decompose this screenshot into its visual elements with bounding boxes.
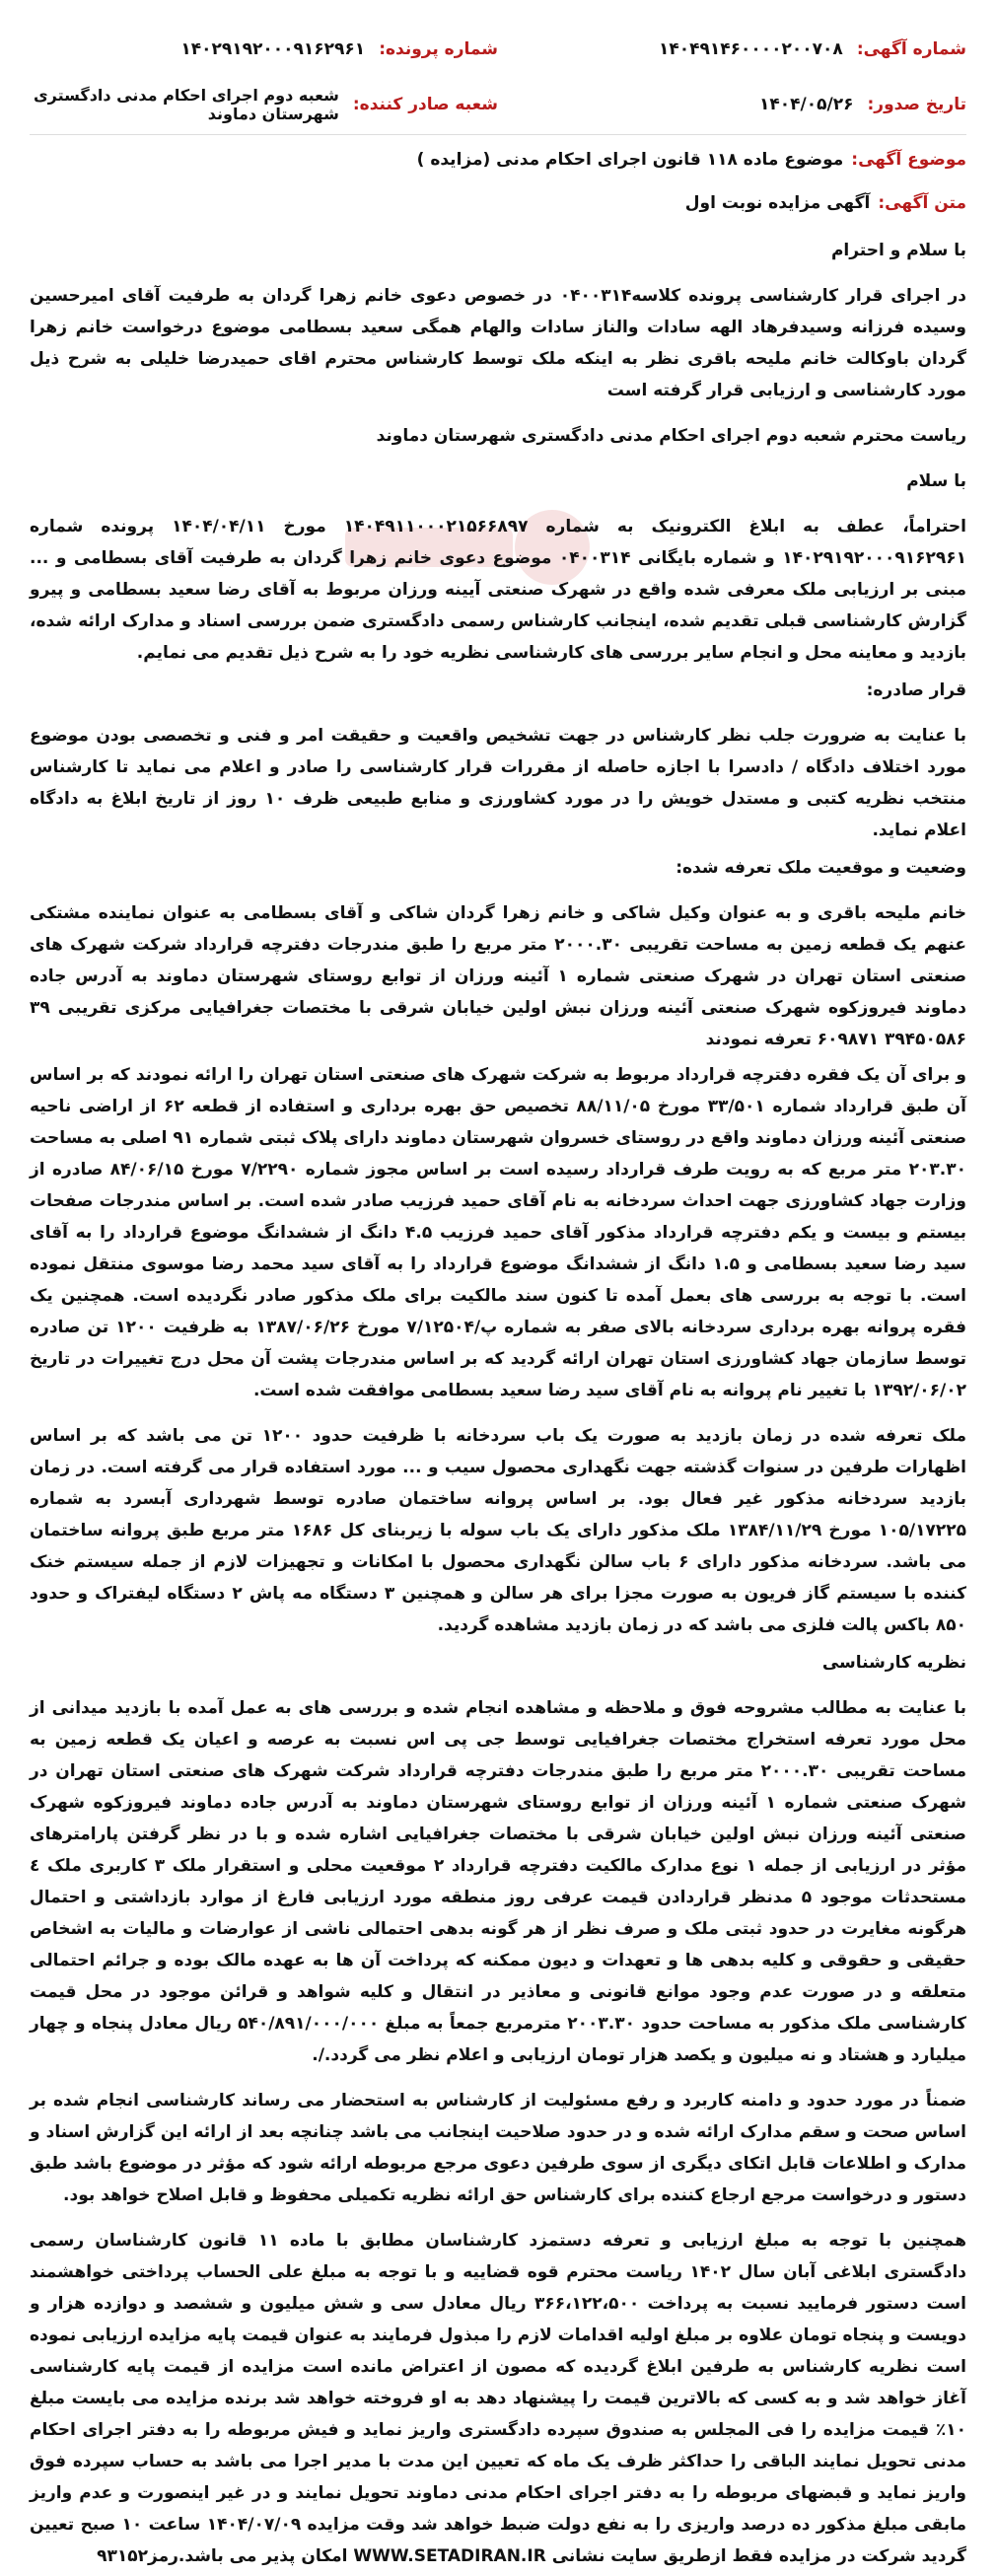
spacer: [30, 501, 966, 511]
ad-number-label: شماره آگهی:: [856, 39, 966, 59]
header-divider: [30, 134, 966, 135]
case-number-label: شماره پرونده:: [379, 39, 498, 59]
spacer: [30, 710, 966, 720]
property-paragraph-1: خانم ملیحه باقری و به عنوان وکیل شاکی و خانم زهرا گردان شاکی و آقای بسطامی به عنوان نماینده مشتکی عنهم یک قطعه زمین به مساحت تقریبی ۲۰۰۰.۳۰ متر مربع را طبق مندرجات دفترچه قرارداد شرکت شهرک های صنعتی استان تهران در شهرک صنعتی شماره ۱ آئینه ورزان از توابع روستای شهرستان دماوند به آدرس جاده دماوند فیروزکوه شهرک صنعتی آئینه ورزان نبش اولین خیابان شرقی با مختصات جغرافیایی مرکزی تقریبی ۳۹ ۳۹۴۵۰۵۸۶ ۶۰۹۸۷۱ تعرفه نمودند: [30, 903, 966, 1049]
spacer: [30, 456, 966, 465]
order-heading: قرار صادره:: [866, 680, 966, 700]
intro-paragraph: در اجرای قرار کارشناسی پرونده کلاسه۰۴۰۰۳۱۴ در خصوص دعوی خانم زهرا گردان به طرفیت آقای امیرحسین وسیده فرزانه وسیدفرهاد الهه سادات والناز سادات والهام همگی سعید بسطامی موضوع درخواست خانم زهرا گردان باوکالت خانم ملیحه باقری نظر به اینکه ملک توسط کارشناس محترم اقای حمیدرضا خلیلی به شرح ذیل مورد کارشناسی و ارزیابی قرار گرفته است: [30, 286, 966, 400]
notice-body: [30, 235, 966, 2576]
issuer: [30, 86, 498, 123]
property-paragraph-3: ملک تعرفه شده در زمان بازدید به صورت یک باب سردخانه با ظرفیت حدود ۱۲۰۰ تن می باشد که بر اساس اظهارات طرفین در سنوات گذشته جهت نگهداری محصول سیب و ... مورد استفاده قرار می گرفته است. در زمان بازدید سردخانه مذکور غیر فعال بود. بر اساس پروانه ساختمان صادره توسط شهرداری آبسرد به شماره ۱۰۵/۱۷۲۲۵ مورخ ۱۳۸۴/۱۱/۲۹ ملک مذکور دارای یک باب سوله با زیربنای کل ۱۶۸۶ متر مربع طبق پروانه ساختمان می باشد. سردخانه مذکور دارای ۶ باب سالن نگهداری محصول با امکانات و تجهیزات لازم از جمله سیستم خنک کننده با سیستم گاز فریون به صورت مجزا برای هر سالن و همچنین ۳ دستگاه مه پاش ۲ دستگاه لیفتراک و حدود ۸۵۰ باکس پالت فلزی می باشد که در زمان بازدید مشاهده گردید.: [30, 1426, 967, 1635]
subject-label: موضوع آگهی:: [851, 150, 966, 170]
notice-header: [30, 22, 966, 132]
spacer: [30, 270, 966, 280]
ad-text-value: آگهی مزایده نوبت اول: [684, 193, 871, 213]
addressee: ریاست محترم شعبه دوم اجرای احکام مدنی دادگستری شهرستان دماوند: [376, 426, 966, 446]
spacer: [30, 1682, 966, 1692]
issue-date-value: ۱۴۰۴/۰۵/۲۶: [759, 95, 854, 114]
property-heading: وضعیت و موقعیت ملک تعرفه شده:: [676, 858, 966, 878]
expert-opinion-heading: نظریه کارشناسی: [821, 1653, 966, 1673]
property-paragraph-2: و برای آن یک فقره دفترچه قرارداد مربوط به شرکت شهرک های صنعتی استان تهران را ارائه نمودند که بر اساس آن طبق قرارداد شماره ۳۳/۵۰۱ مورخ ۸۸/۱۱/۰۵ تخصیص حق بهره برداری و استفاده از قطعه ۶۲ از اراضی ناحیه صنعتی آئینه ورزان دماوند واقع در روستای خسروان شهرستان دماوند دارای پلاک ثبتی شماره ۹۱ اصلی به مساحت ۲۰۳.۳۰ متر مربع که به رویت طرف قرارداد رسیده است بر اساس مجوز شماره ۷/۲۲۹۰ مورخ ۸۴/۰۶/۱۵ صادره از وزارت جهاد کشاورزی جهت احداث سردخانه به نام آقای حمید فرزیب صادر شده است. بر اساس مندرجات صفحات بیستم و بیست و یکم دفترچه قرارداد مذکور آقای حمید فرزیب ۴.۵ دانگ از ششدانگ موضوع قرارداد را به آقای سید رضا سعید بسطامی و ۱.۵ دانگ از ششدانگ موضوع قرارداد را به آقای سید محمد رضا موسوی منتقل نموده است. با توجه به بررسی های بعمل آمده تا کنون سند مالکیت برای ملک مذکور صادر نگردیده است. همچنین یک فقره پروانه بهره برداری سردخانه بالای صفر به شماره پ/۷/۱۲۵۰۴ مورخ ۱۳۸۷/۰۶/۲۶ به ظرفیت ۱۲۰۰ تن صادره توسط سازمان جهاد کشاورزی استان تهران ارائه گردید که بر اساس مندرجات پشت آن محل درج تغییرات در تاریخ ۱۳۹۲/۰۶/۰۲ با تغییر نام پروانه به نام آقای سید رضا سعید بسطامی موافقت شده است.: [30, 1065, 966, 1400]
spacer: [30, 2075, 966, 2085]
reference-paragraph: احتراماً، عطف به ابلاغ الکترونیک به شماره ۱۴۰۴۹۱۱۰۰۰۲۱۵۶۶۸۹۷ مورخ ۱۴۰۴/۰۴/۱۱ پرونده شماره ۱۴۰۲۹۱۹۲۰۰۰۹۱۶۲۹۶۱ و شماره بایگانی ۰۴۰۰۳۱۴ موضوع دعوی خانم زهرا گردان به طرفیت آقای بسطامی و ... مبنی بر ارزیابی ملک معرفی شده واقع در شهرک صنعتی آیینه ورزان مربوط به آقای رضا سعید بسطامی و پیرو گزارش کارشناسی قبلی تقدیم شده، اینجانب کارشناس رسمی دادگستری ضمن بررسی اسناد و مدارک ارائه شده، بازدید و معاینه محل و انجام سایر بررسی های کارشناسی نظریه خود را به شرح ذیل تقدیم می نمایم.: [30, 517, 967, 663]
spacer: [30, 888, 966, 897]
spacer: [30, 1410, 966, 1420]
salutation: با سلام: [906, 471, 966, 491]
header-row-2: [30, 77, 966, 132]
subject-text: موضوع ماده ۱۱۸ قانون اجرای احکام مدنی (مزایده ): [416, 150, 844, 170]
header-row-1: [30, 22, 966, 77]
ad-text-label: متن آگهی:: [878, 193, 966, 213]
issue-date-label: تاریخ صدور:: [867, 95, 966, 114]
issuer-value: شعبه دوم اجرای احکام مدنی دادگستری شهرستان دماوند: [33, 86, 339, 123]
ad-number-value: ۱۴۰۴۹۱۴۶۰۰۰۰۲۰۰۷۰۸: [659, 39, 843, 59]
case-number: [30, 39, 498, 59]
auction-terms-paragraph: همچنین با توجه به مبلغ ارزیابی و تعرفه دستمزد کارشناسان مطابق با ماده ۱۱ قانون کارشناسان رسمی دادگستری ابلاغی آبان سال ۱۴۰۲ ریاست محترم قوه قضاییه و با توجه به مبلغ علی الحساب پرداختی خواهشمند است دستور فرمایید نسبت به پرداخت ۳۶۶،۱۲۲،۵۰۰ ریال معادل سی و شش میلیون و ششصد و دوازده هزار و دویست و پنجاه تومان علاوه بر مبلغ اولیه اقدامات لازم را مبذول فرمایند به عنوان قیمت پایه مزایده ارزیابی نموده است نظریه کارشناس به طرفین ابلاغ گردیده که مصون از اعتراض مانده است مزایده از قیمت پایه کارشناسی آغاز خواهد شد و به کسی که بالاترین قیمت را پیشنهاد دهد به او فروخته خواهد شد برنده مزایده می بایست مبلغ ۱۰٪ قیمت مزایده را فی المجلس به صندوق سپرده دادگستری واریز نماید و فیش مربوطه را به دفتر اجرای احکام مدنی تحویل نمایند الباقی را حداکثر ظرف یک ماه که تعیین این مدت با مدیر اجرا می باشد به حساب سپرده فوق واریز نماید و قبضهای مربوطه را به دفتر اجرای احکام مدنی دماوند تحویل نمایند و در غیر اینصورت و عدم واریز مابقی مبلغ مذکور ده درصد واریزی را به نفع دولت ضبط خواهد شد وقت مزایده ۱۴۰۴/۰۷/۰۹ ساعت ۱۰ صبح تعیین گردید شرکت در مزایده فقط ازطریق سایت نشانی WWW.SETADIRAN.IR امکان پذیر می باشد.رمز۹۳۱۵۲: [30, 2231, 966, 2566]
issue-date: [498, 95, 966, 114]
notice-text-title: [30, 193, 966, 213]
spacer: [30, 410, 966, 420]
spacer: [30, 2215, 966, 2225]
expert-opinion-paragraph: با عنایت به مطالب مشروحه فوق و ملاحظه و مشاهده انجام شده و بررسی های به عمل آمده با بازدید میدانی از محل مورد تعرفه استخراج مختصات جغرافیایی توسط جی پی اس نسبت به عرصه و اعیان یک قطعه زمین به مساحت تقریبی ۲۰۰۰.۳۰ متر مربع را طبق مندرجات دفترچه قرارداد شرکت شهرک های صنعتی استان تهران در شهرک صنعتی شماره ۱ آئینه ورزان از توابع روستای شهرستان دماوند به آدرس جاده دماوند فیروزکوه شهرک صنعتی آئینه ورزان نبش اولین خیابان شرقی با مختصات جغرافیایی اشاره شده و با در نظر گرفتن پارامترهای مؤثر در ارزیابی از جمله ۱ نوع مدارک مالکیت دفترچه قرارداد ۲ موقعیت محلی و استقرار ملک ۳ کاربری ملک ٤ مستحدثات موجود ۵ مدنظر قراردادن قیمت عرفی روز منطقه مورد ارزیابی فارغ از موارد بازداشتی و احتمال هرگونه مغایرت در حدود ثبتی ملک و صرف نظر از هر گونه بدهی احتمالی ناشی از عوارضات و مالیات به اشخاص حقیقی و حقوقی و کلیه بدهی ها و تعهدات و دیون ممکنه که پرداخت آن ها به عهده مالک بوده و جرائم احتمالی متعلقه و در صورت عدم وجود موانع قانونی و معاذیر در انتقال و کلیه شواهد و قرائن موجود در محل قیمت کارشناسی ملک مذکور به مساحت حدود ۲۰۰۳.۳۰ مترمربع جمعاً به مبلغ ۵۴۰/۸۹۱/۰۰۰/۰۰۰ ریال معادل پنجاه و چهار میلیارد و هشتاد و نه میلیون و یکصد هزار تومان ارزیابی و اعلام نظر می گردد./.: [30, 1698, 967, 2065]
liability-paragraph: ضمناً در مورد حدود و دامنه کاربرد و رفع مسئولیت از کارشناس به استحضار می رساند کارشناسی انجام شده بر اساس صحت و سقم مدارک ارائه شده و در حدود صلاحیت اینجانب می باشد چنانچه بعد از ارائه این گزارش اسناد و مدارک و اطلاعات قابل اتکای دیگری از سوی طرفین دعوی مرجع مربوطه ارائه شود که مؤثر در موضوع باشد طبق دستور و درخواست مرجع ارجاع کننده برای کارشناس حق ارائه نظریه تکمیلی محفوظ و قابل اصلاح خواهد بود.: [30, 2091, 966, 2205]
notice-subject: [30, 150, 966, 170]
greeting: با سلام و احترام: [830, 241, 966, 260]
order-paragraph: با عنایت به ضرورت جلب نظر کارشناس در جهت تشخیص واقعیت و حقیقت امر و فنی و تخصصی بودن موضوع مورد اختلاف دادگاه / دادسرا با اجازه حاصله از مقررات قرار کارشناسی را صادر و اعلام می نماید تا کارشناس منتخب نظریه کتبی و مستدل خویش را در مورد کشاورزی و منابع طبیعی ظرف ۱۰ روز از تاریخ ابلاغ به دادگاه اعلام نماید.: [30, 726, 966, 840]
case-number-value: ۱۴۰۲۹۱۹۲۰۰۰۹۱۶۲۹۶۱: [180, 39, 366, 59]
issuer-label: شعبه صادر کننده:: [352, 95, 498, 114]
ad-number: [498, 39, 966, 59]
